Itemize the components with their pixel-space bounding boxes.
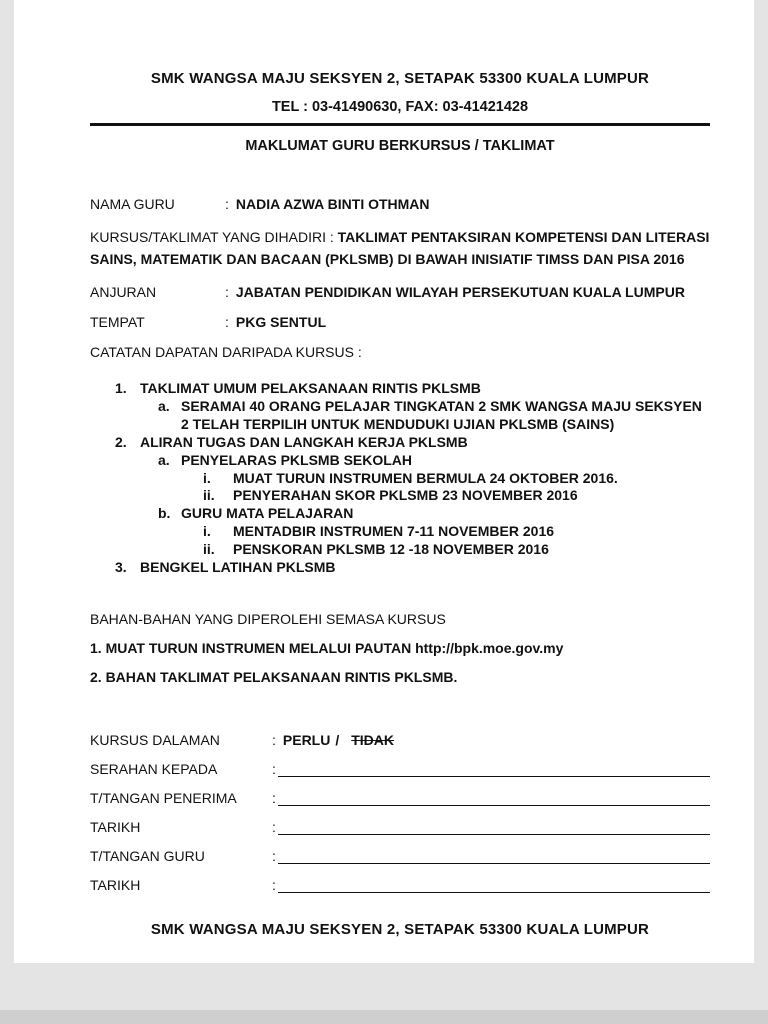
list-marker: 2.: [115, 433, 127, 450]
list-marker: 1.: [115, 380, 127, 396]
list-text: MENTADBIR INSTRUMEN 7-11 NOVEMBER 2016: [233, 523, 555, 540]
field-tarikh-guru: [90, 877, 710, 893]
colon-separator: :: [329, 229, 334, 245]
colon-separator: :: [272, 818, 276, 835]
field-value: JABATAN PENDIDIKAN WILAYAH PERSEKUTUAN KUALA LUMPUR: [235, 284, 685, 300]
colon-separator: :: [272, 789, 276, 806]
list-text: MUAT TURUN INSTRUMEN BERMULA 24 OKTOBER 2016.: [233, 469, 618, 486]
list-item: [115, 434, 710, 452]
field-label: T/TANGAN PENERIMA: [90, 789, 237, 806]
field-value: TAKLIMAT PENTAKSIRAN KOMPETENSI DAN LITERASI SAINS, MATEMATIK DAN BACAAN (PKLSMB) DI BAWAH INISIATIF TIMSS DAN PISA 2016: [90, 229, 710, 267]
list-item: [203, 470, 710, 488]
list-item: [115, 380, 710, 398]
list-marker: ii.: [203, 487, 215, 504]
list-text: TAKLIMAT UMUM PELAKSANAAN RINTIS PKLSMB: [140, 380, 481, 396]
page-title: MAKLUMAT GURU BERKURSUS / TAKLIMAT: [245, 138, 555, 154]
field-ttangan-penerima: [90, 790, 710, 806]
choice-slash: /: [335, 731, 340, 748]
list-text: PENYERAHAN SKOR PKLSMB 23 NOVEMBER 2016: [233, 487, 578, 504]
field-label: TEMPAT: [90, 314, 145, 330]
viewer-bottom-strip: [0, 1010, 768, 1024]
choice-tidak-struck: TIDAK: [351, 731, 395, 748]
list-item: [203, 541, 710, 559]
list-marker: 3.: [115, 559, 127, 576]
field-kursus-dalaman: [90, 732, 710, 748]
field-serahan-kepada: [90, 761, 710, 777]
field-label: T/TANGAN GURU: [90, 847, 205, 864]
field-value: NADIA AZWA BINTI OTHMAN: [235, 196, 430, 212]
catatan-heading: CATATAN DAPATAN DARIPADA KURSUS :: [90, 344, 362, 360]
colon-separator: :: [225, 196, 229, 212]
colon-separator: :: [272, 731, 276, 748]
bahan-heading: BAHAN-BAHAN YANG DIPEROLEHI SEMASA KURSUS: [90, 610, 446, 627]
colon-separator: :: [225, 284, 229, 300]
list-marker: a.: [158, 397, 170, 414]
signature-line: [278, 790, 710, 806]
list-item: [158, 398, 710, 434]
colon-separator: :: [225, 314, 229, 330]
field-label: SERAHAN KEPADA: [90, 760, 218, 777]
signature-line: [278, 819, 710, 835]
field-label: NAMA GURU: [90, 196, 175, 212]
signature-line: [278, 877, 710, 893]
list-marker: b.: [158, 505, 171, 522]
list-marker: ii.: [203, 541, 215, 558]
document-page: [14, 0, 754, 963]
field-label: ANJURAN: [90, 284, 157, 300]
colon-separator: :: [272, 760, 276, 777]
header-school-line: SMK WANGSA MAJU SEKSYEN 2, SETAPAK 53300 KUALA LUMPUR: [150, 70, 650, 87]
field-value: PKG SENTUL: [235, 314, 327, 330]
field-label: TARIKH: [90, 818, 141, 835]
list-item: [203, 523, 710, 541]
list-text: PENYELARAS PKLSMB SEKOLAH: [181, 451, 413, 468]
field-tarikh-penerima: [90, 819, 710, 835]
field-label: KURSUS DALAMAN: [90, 731, 220, 748]
list-text: SERAMAI 40 ORANG PELAJAR TINGKATAN 2 SMK WANGSA MAJU SEKSYEN 2 TELAH TERPILIH UNTUK MENDUDUKI UJIAN PKLSMB (SAINS): [181, 397, 702, 432]
footer-school-line: SMK WANGSA MAJU SEKSYEN 2, SETAPAK 53300 KUALA LUMPUR: [150, 920, 650, 938]
field-label: TARIKH: [90, 876, 141, 893]
list-text: ALIRAN TUGAS DAN LANGKAH KERJA PKLSMB: [140, 433, 468, 450]
field-kursus-taklimat: [90, 226, 710, 270]
colon-separator: :: [272, 876, 276, 893]
list-item: [158, 452, 710, 470]
catatan-list: [90, 380, 710, 577]
list-marker: i.: [203, 523, 211, 540]
field-nama-guru: [90, 196, 710, 212]
list-item: [115, 559, 710, 577]
list-marker: a.: [158, 451, 170, 468]
field-ttangan-guru: [90, 848, 710, 864]
field-label: KURSUS/TAKLIMAT YANG DIHADIRI: [90, 229, 326, 245]
list-item: [203, 487, 710, 505]
signature-line: [278, 761, 710, 777]
header-contact-line: TEL : 03-41490630, FAX: 03-41421428: [271, 99, 529, 115]
bahan-item-1: 1. MUAT TURUN INSTRUMEN MELALUI PAUTAN http://bpk.moe.gov.my: [90, 639, 564, 656]
bahan-item-2: 2. BAHAN TAKLIMAT PELAKSANAAN RINTIS PKLSMB.: [90, 668, 458, 685]
choice-perlu: PERLU: [282, 731, 331, 748]
list-text: GURU MATA PELAJARAN: [181, 505, 354, 522]
field-anjuran: [90, 284, 710, 300]
list-item: [158, 505, 710, 523]
list-text: BENGKEL LATIHAN PKLSMB: [140, 559, 336, 576]
signature-line: [278, 848, 710, 864]
colon-separator: :: [272, 847, 276, 864]
list-marker: i.: [203, 469, 211, 486]
header-divider: [90, 123, 710, 126]
list-text: PENSKORAN PKLSMB 12 -18 NOVEMBER 2016: [233, 541, 549, 558]
section-spacer: [90, 698, 710, 732]
field-tempat: [90, 314, 710, 330]
